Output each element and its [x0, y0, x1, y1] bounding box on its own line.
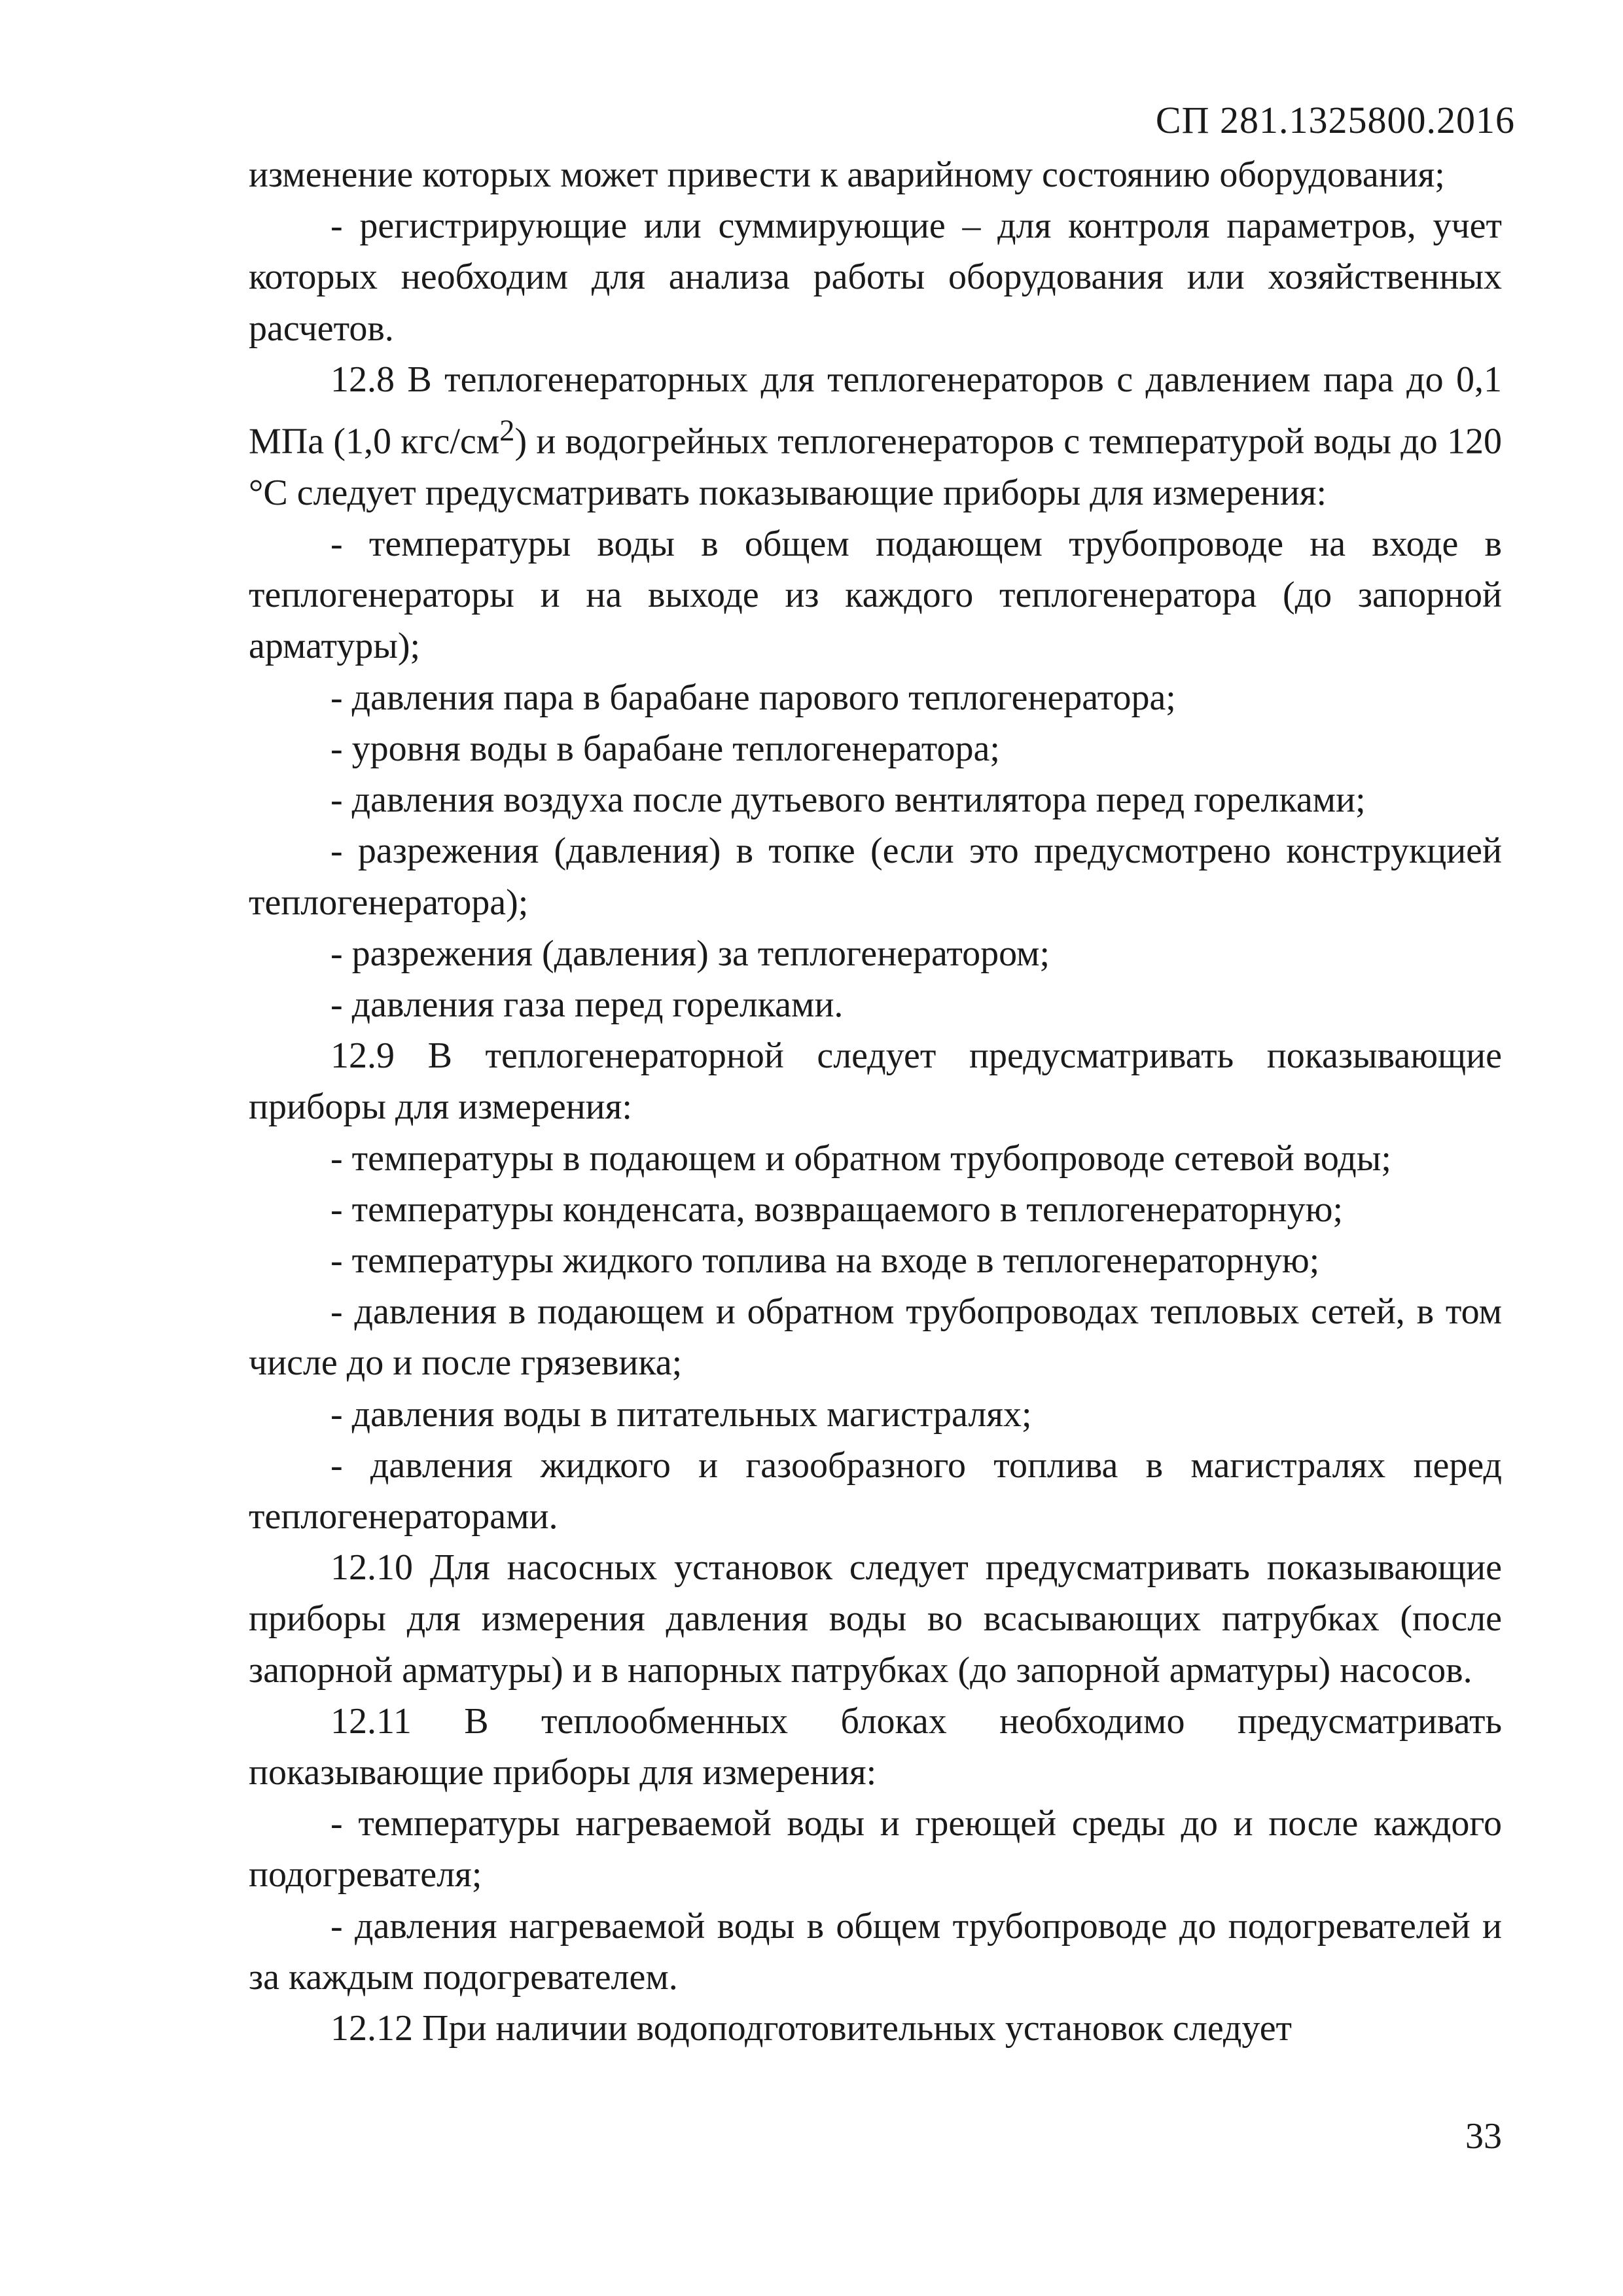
document-code: СП 281.1325800.2016: [1155, 99, 1515, 141]
paragraph-12-11: 12.11 В теплообменных блоках необходимо предусматривать показывающие приборы для измерения:: [249, 1700, 1502, 1793]
paragraph: - давления газа перед горелками.: [330, 984, 844, 1025]
page-number: 33: [1465, 2116, 1502, 2157]
paragraph: - температуры конденсата, возвращаемого в теплогенераторную;: [330, 1189, 1344, 1230]
paragraph: - разрежения (давления) в топке (если это предусмотрено конструкцией теплогенератора);: [249, 831, 1502, 923]
paragraph: - температуры нагреваемой воды и греющей среды до и после каждого подогревателя;: [249, 1803, 1502, 1895]
document-body: [249, 149, 1502, 2054]
paragraph: - температуры воды в общем подающем трубопроводе на входе в теплогенераторы и на выходе из каждого теплогенератора (до запорной арматуры);: [249, 524, 1502, 667]
paragraph: - давления пара в барабане парового теплогенератора;: [330, 677, 1176, 718]
paragraph-12-12: 12.12 При наличии водоподготовительных установок следует: [330, 2007, 1293, 2049]
paragraph: - температуры жидкого топлива на входе в теплогенераторную;: [330, 1240, 1320, 1281]
paragraph: - уровня воды в барабане теплогенератора;: [330, 728, 1000, 769]
paragraph: изменение которых может привести к аварийному состоянию оборудования;: [249, 154, 1445, 195]
paragraph: - давления нагреваемой воды в общем трубопроводе до подогревателей и за каждым подогревателем.: [249, 1905, 1502, 1998]
paragraph-12-10: 12.10 Для насосных установок следует предусматривать показывающие приборы для измерения давления воды во всасывающих патрубках (после запорной арматуры) и в напорных патрубках (до запорной арматуры) насосов.: [249, 1547, 1502, 1691]
paragraph: - температуры в подающем и обратном трубопроводе сетевой воды;: [330, 1138, 1391, 1179]
paragraph-text: 12.8 В теплогенераторных для теплогенераторов с давлением пара до 0,1 МПа (1,0 кгс/см: [249, 359, 1502, 462]
paragraph: - давления жидкого и газообразного топлива в магистралях перед теплогенераторами.: [249, 1444, 1502, 1537]
paragraph-text: ) и водогрейных теплогенераторов с температурой воды до 120 °С следует предусматривать показывающие приборы для измерения:: [249, 421, 1502, 513]
paragraph-12-9: 12.9 В теплогенераторной следует предусматривать показывающие приборы для измерения:: [249, 1035, 1502, 1128]
superscript: 2: [499, 414, 515, 448]
paragraph-12-8: [249, 354, 1502, 518]
paragraph: - давления в подающем и обратном трубопроводах тепловых сетей, в том числе до и после грязевика;: [249, 1291, 1502, 1384]
paragraph: - разрежения (давления) за теплогенератором;: [330, 933, 1050, 974]
paragraph: - давления воды в питательных магистралях;: [330, 1393, 1032, 1435]
paragraph: - давления воздуха после дутьевого вентилятора перед горелками;: [330, 780, 1366, 821]
paragraph: - регистрирующие или суммирующие – для контроля параметров, учет которых необходим для анализа работы оборудования или хозяйственных расчетов.: [249, 206, 1502, 349]
